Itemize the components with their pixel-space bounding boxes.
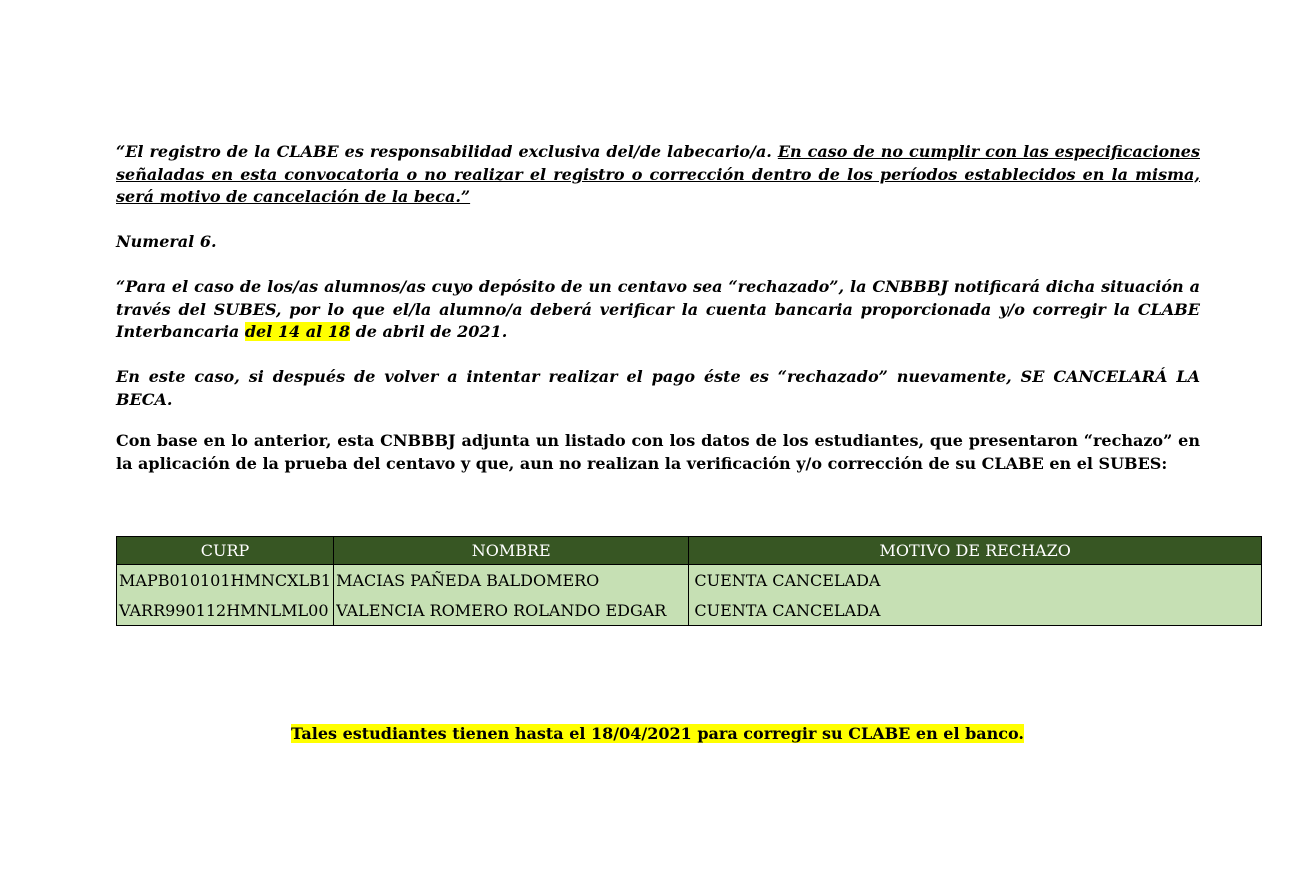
intro-paragraph: Con base en lo anterior, esta CNBBBJ adjunta un listado con los datos de los estudiantes, que presentaron “rechazo” en la aplicación de la prueba del centavo y que, aun no realizan la verificación y/o corrección de su CLABE en el SUBES: [116, 431, 1200, 473]
cell-nombre: MACIAS PAÑEDA BALDOMERO [334, 565, 689, 596]
cell-motivo: CUENTA CANCELADA [689, 595, 1262, 626]
cell-nombre: VALENCIA ROMERO ROLANDO EDGAR [334, 595, 689, 626]
header-curp: CURP [117, 537, 334, 565]
numeral-paragraph [116, 276, 1200, 344]
table-header-row [117, 537, 1262, 565]
deadline-note: Tales estudiantes tienen hasta el 18/04/2021 para corregir su CLABE en el banco. [291, 724, 1024, 743]
header-motivo: MOTIVO DE RECHAZO [689, 537, 1262, 565]
numeral-text-before: “Para el caso de los/as alumnos/as cuyo depósito de un centavo sea “rechazado”, la CNBBBJ notificará dicha situación a través del SUBES, por lo que el/la alumno/a deberá verificar la cuenta bancaria proporcionada y/o corregir la CLABE Interbancaria [116, 277, 1200, 341]
table-row [117, 595, 1262, 626]
header-nombre: NOMBRE [334, 537, 689, 565]
cell-curp: MAPB010101HMNCXLB1 [117, 565, 334, 596]
highlighted-dates: del 14 al 18 [244, 322, 350, 341]
numeral-heading: Numeral 6. [116, 232, 217, 251]
numeral-text-after: de abril de 2021. [350, 322, 508, 341]
cell-motivo: CUENTA CANCELADA [689, 565, 1262, 596]
quote-lead: “El registro de la CLABE es responsabilidad exclusiva del/de labecario/a. [116, 142, 778, 161]
deadline-note-container [0, 723, 1315, 745]
cell-curp: VARR990112HMNLML00 [117, 595, 334, 626]
table-row [117, 565, 1262, 596]
quote-underlined-text: En caso de no cumplir con las especificaciones señaladas en esta convocatoria o no realizar el registro o corrección dentro de los períodos establecidos en la misma, será motivo de cancelación de la beca.” [116, 142, 1200, 206]
cancellation-warning: En este caso, si después de volver a intentar realizar el pago éste es “rechazado” nuevamente, SE CANCELARÁ LA BECA. [116, 367, 1200, 409]
students-table [116, 536, 1262, 626]
quote-paragraph [116, 141, 1200, 209]
